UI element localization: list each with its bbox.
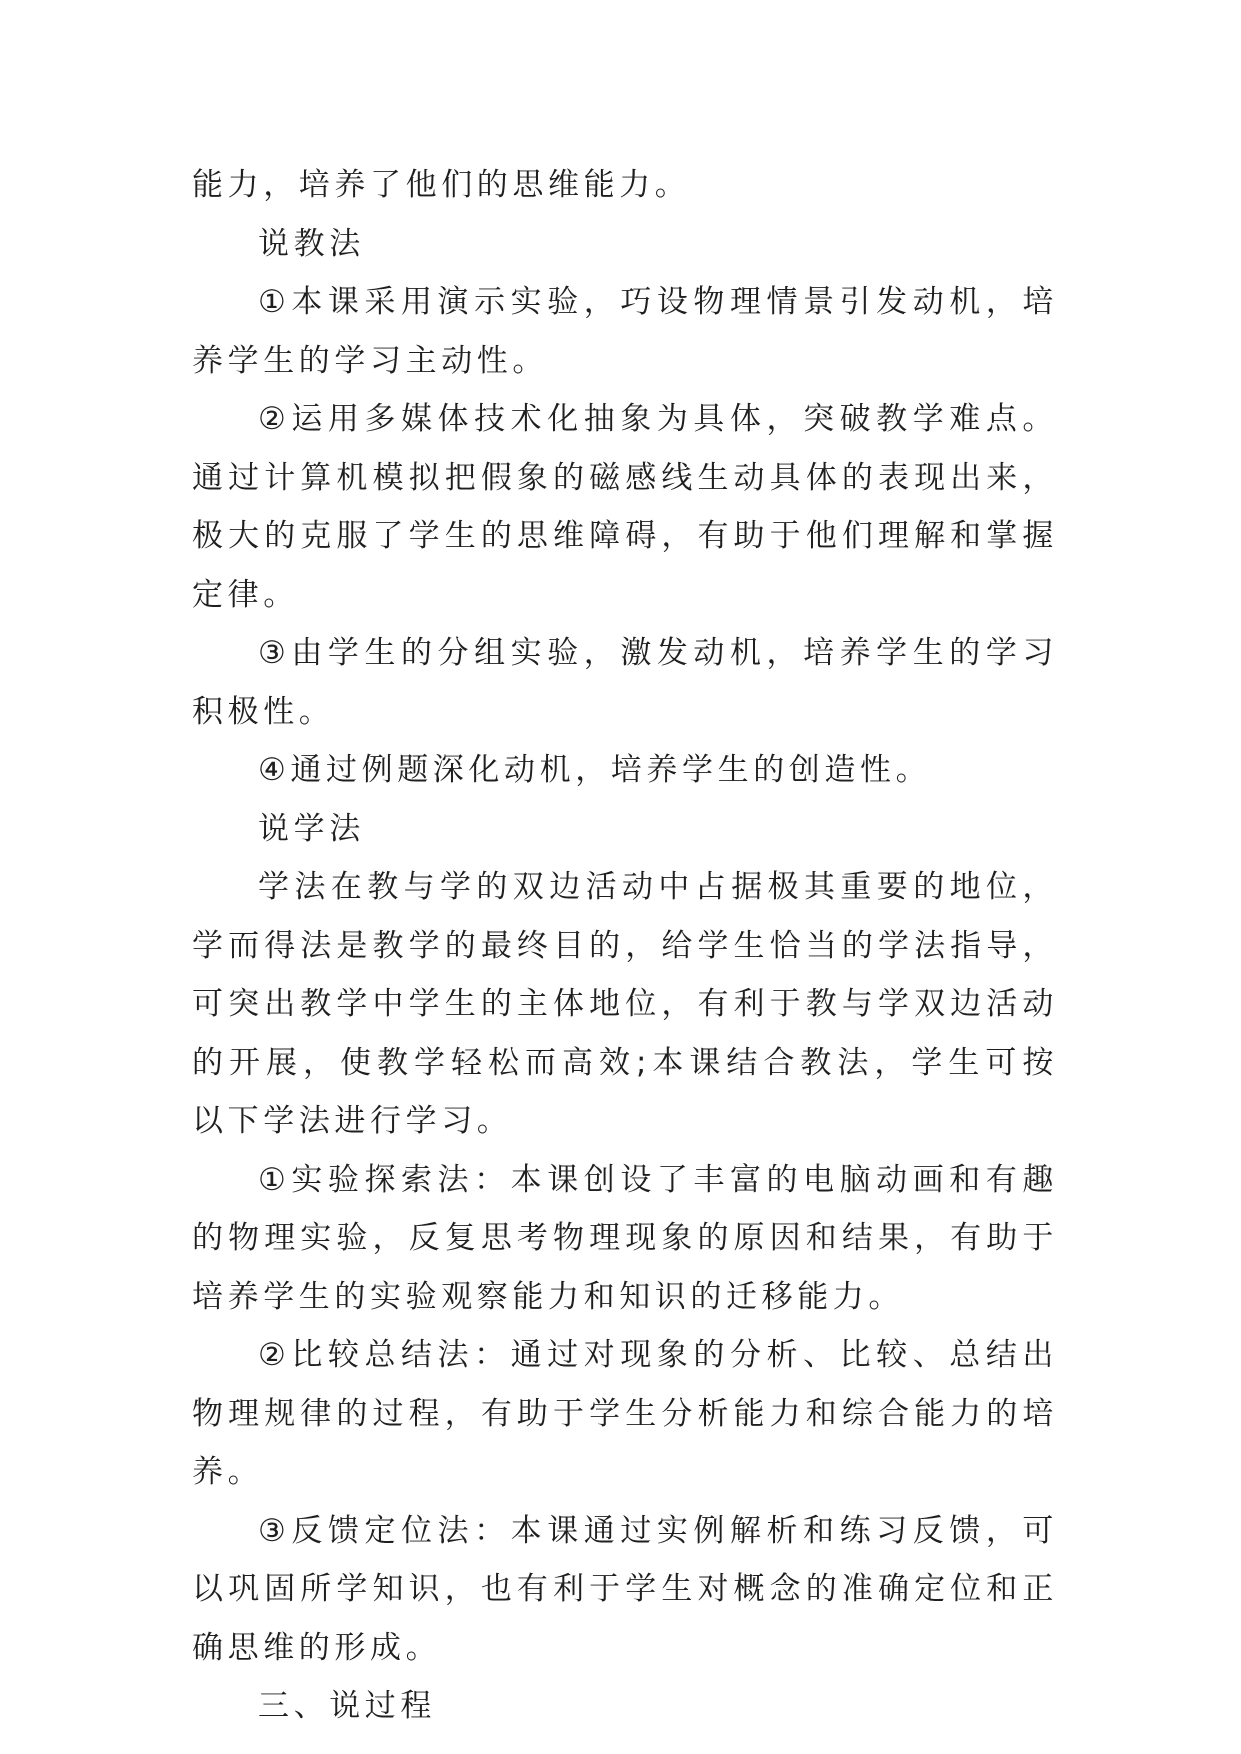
paragraph-learning-method-intro: 学法在教与学的双边活动中占据极其重要的地位，学而得法是教学的最终目的，给学生恰当的学法指导，可突出教学中学生的主体地位，有利于教与学双边活动的开展，使教学轻松而高效;本课结合教法，学生可按以下学法进行学习。 — [192, 869, 1058, 1139]
paragraph-continuation: 能力，培养了他们的思维能力。 — [192, 167, 691, 203]
paragraph-learning-method-1: ①实验探索法：本课创设了丰富的电脑动画和有趣的物理实验，反复思考物理现象的原因和结果，有助于培养学生的实验观察能力和知识的迁移能力。 — [192, 1161, 1058, 1315]
heading-learning-method: 说学法 — [258, 810, 365, 847]
paragraph-learning-method-3: ③反馈定位法：本课通过实例解析和练习反馈，可以巩固所学知识，也有利于学生对概念的准确定位和正确思维的形成。 — [192, 1512, 1058, 1666]
document-page — [192, 156, 1058, 1736]
paragraph-teaching-method-2: ②运用多媒体技术化抽象为具体，突破教学难点。通过计算机模拟把假象的磁感线生动具体的表现出来，极大的克服了学生的思维障碍，有助于他们理解和掌握定律。 — [192, 401, 1058, 613]
paragraph-teaching-method-1: ①本课采用演示实验，巧设物理情景引发动机，培养学生的学习主动性。 — [192, 284, 1058, 379]
heading-teaching-method: 说教法 — [258, 225, 365, 262]
paragraph-learning-method-2: ②比较总结法：通过对现象的分析、比较、总结出物理规律的过程，有助于学生分析能力和综合能力的培养。 — [192, 1337, 1058, 1490]
paragraph-teaching-method-3: ③由学生的分组实验，激发动机，培养学生的学习积极性。 — [192, 635, 1058, 730]
heading-process: 三、说过程 — [258, 1688, 436, 1724]
paragraph-teaching-method-4: ④通过例题深化动机，培养学生的创造性。 — [258, 752, 932, 788]
